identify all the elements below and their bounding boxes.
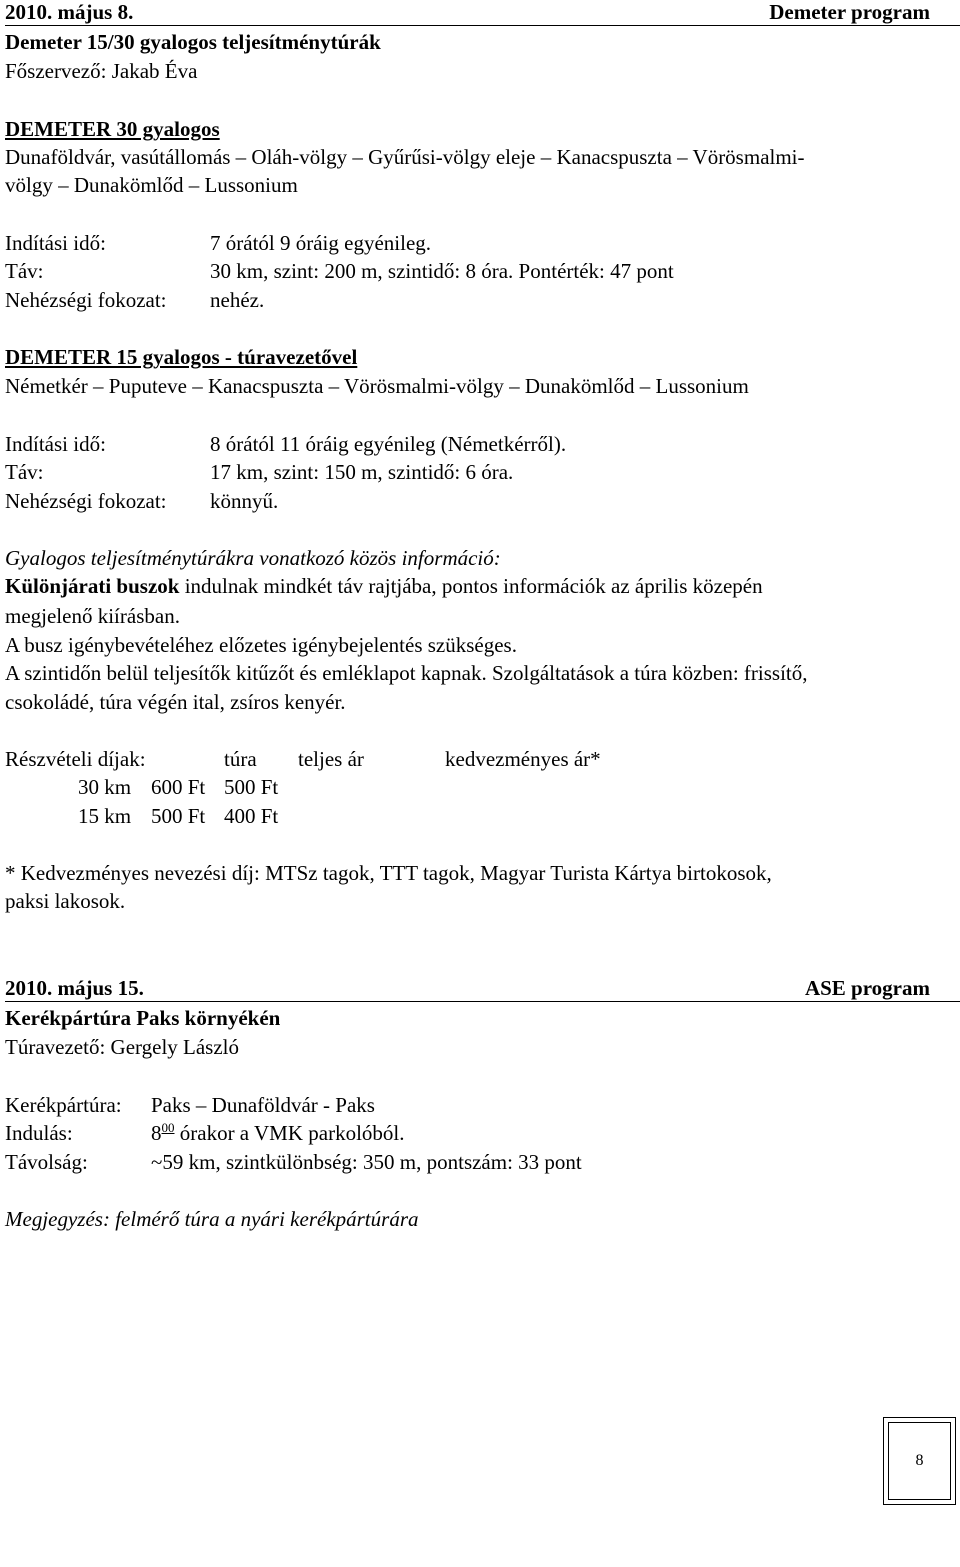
- fees-row-discount: 500 Ft: [224, 775, 279, 799]
- fees-label: Részvételi díjak:: [5, 747, 146, 771]
- info-bus-line: [5, 573, 763, 599]
- fees-row-tour: 30 km: [78, 775, 132, 799]
- route30-distance-label: Táv:: [5, 259, 44, 283]
- route15-difficulty-value: könnyű.: [210, 489, 279, 513]
- route30-difficulty-label: Nehézségi fokozat:: [5, 288, 167, 312]
- route30-start-value: 7 órától 9 óráig egyénileg.: [210, 231, 432, 255]
- fees-row-full: 600 Ft: [151, 775, 206, 799]
- bike-start-label: Indulás:: [5, 1121, 73, 1145]
- bike-start-rest: órakor a VMK parkolóból.: [174, 1121, 405, 1145]
- route30-heading: DEMETER 30 gyalogos: [5, 117, 220, 141]
- fees-note-line1: * Kedvezményes nevezési díj: MTSz tagok, TTT tagok, Magyar Turista Kártya birtokosok,: [5, 861, 772, 885]
- route15-distance-value: 17 km, szint: 150 m, szintidő: 6 óra.: [210, 460, 514, 484]
- fees-row-discount: 400 Ft: [224, 804, 279, 828]
- route30-path-line2: völgy – Dunakömlőd – Lussonium: [5, 173, 298, 197]
- route15-start-value: 8 órától 11 óráig egyénileg (Németkérről).: [210, 432, 567, 456]
- bike-start-value: [151, 1120, 405, 1149]
- fees-note-line2: paksi lakosok.: [5, 889, 126, 913]
- bike-start-hour: 8: [151, 1121, 162, 1145]
- page-number: 8: [915, 1452, 924, 1469]
- info-bus-bold: Különjárati buszok: [5, 574, 180, 598]
- route30-path-line1: Dunaföldvár, vasútállomás – Oláh-völgy – Gyűrűsi-völgy eleje – Kanacspuszta – Vörösmalmi-: [5, 145, 805, 169]
- route30-difficulty-value: nehéz.: [210, 288, 265, 312]
- fees-col-full: teljes ár: [298, 747, 364, 771]
- page-number-box: [883, 1417, 956, 1505]
- route15-difficulty-label: Nehézségi fokozat:: [5, 489, 167, 513]
- section2-title: Kerékpártúra Paks környékén: [5, 1006, 281, 1030]
- section1-rule: [5, 25, 960, 26]
- info-line5: csokoládé, túra végén ital, zsíros kenyér.: [5, 690, 346, 714]
- route30-distance-value: 30 km, szint: 200 m, szintidő: 8 óra. Pontérték: 47 pont: [210, 259, 674, 283]
- bike-route-label: Kerékpártúra:: [5, 1093, 122, 1117]
- info-bus-line2: megjelenő kiírásban.: [5, 604, 180, 628]
- section2-program: ASE program: [804, 976, 930, 1000]
- section2-rule: [5, 1001, 960, 1002]
- info-bus-rest: indulnak mindkét táv rajtjába, pontos információk az április közepén: [179, 574, 763, 598]
- route15-start-label: Indítási idő:: [5, 432, 106, 456]
- route15-heading: DEMETER 15 gyalogos - túravezetővel: [5, 345, 358, 369]
- page-number-inner: [888, 1422, 951, 1500]
- info-line4: A szintidőn belül teljesítők kitűzőt és emléklapot kapnak. Szolgáltatások a túra közben: frissítő,: [5, 661, 808, 685]
- bike-distance-value: ~59 km, szintkülönbség: 350 m, pontszám: 33 pont: [151, 1150, 582, 1174]
- route30-start-label: Indítási idő:: [5, 231, 106, 255]
- route15-path: Németkér – Puputeve – Kanacspuszta – Vörösmalmi-völgy – Dunakömlőd – Lussonium: [5, 374, 749, 398]
- info-line3: A busz igénybevételéhez előzetes igénybejelentés szükséges.: [5, 633, 517, 657]
- fees-col-discount: kedvezményes ár*: [445, 747, 601, 771]
- section2-date: 2010. május 15.: [5, 976, 144, 1000]
- section1-organizer: Főszervező: Jakab Éva: [5, 59, 198, 83]
- fees-row-tour: 15 km: [78, 804, 132, 828]
- route15-distance-label: Táv:: [5, 460, 44, 484]
- bike-start-minutes: 00: [161, 1120, 175, 1135]
- section1-title: Demeter 15/30 gyalogos teljesítménytúrák: [5, 30, 381, 54]
- section1-program: Demeter program: [769, 0, 930, 24]
- info-heading: Gyalogos teljesítménytúrákra vonatkozó közös információ:: [5, 546, 501, 570]
- section1-date: 2010. május 8.: [5, 0, 134, 24]
- section1-header: [5, 0, 930, 25]
- bike-note: Megjegyzés: felmérő túra a nyári kerékpártúrára: [5, 1207, 419, 1231]
- section2-leader: Túravezető: Gergely László: [5, 1035, 240, 1059]
- fees-col-tour: túra: [224, 747, 257, 771]
- bike-distance-label: Távolság:: [5, 1150, 88, 1174]
- bike-route-value: Paks – Dunaföldvár - Paks: [151, 1093, 375, 1117]
- fees-row-full: 500 Ft: [151, 804, 206, 828]
- section2-header: [5, 975, 930, 1001]
